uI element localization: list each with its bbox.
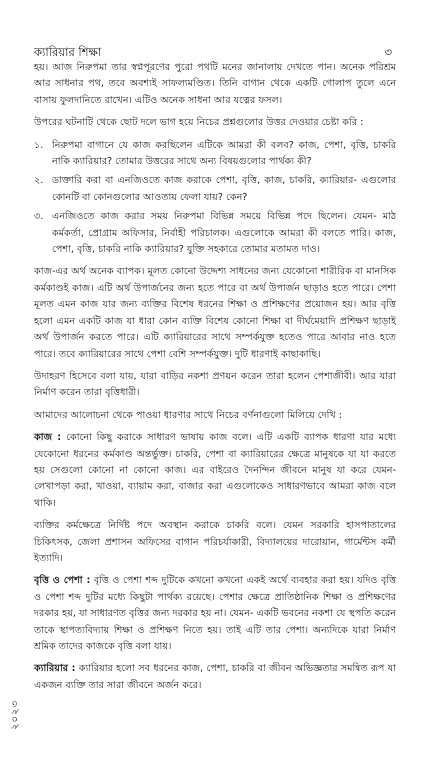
definition-text: বৃত্তি ও পেশা শব্দ দুটিকে কখনো কখনো একই অর্থে ব্যবহার করা হয়। যদিও বৃত্তি ও পেশা শব্দ দুটির মধ্যে কিছুটা পার্থক্য রয়েছে। পেশার ক্ষেত্রে প্রাতিষ্ঠানিক শিক্ষা ও প্রশিক্ষণের দরকার হয়, যা সাধারণত বৃত্তির জন্য দরকার হয় না। যেমন- একটি ভবনের নকশা যে স্থপতি করেন তাকে স্থাপত্যবিদ্যায় শিক্ষা ও প্রশিক্ষণ নিতে হয়। তাই এটি তার পেশা। অন্যদিকে যারা নির্মাণ শ্রমিক তাদের কাজকে বৃত্তি বলা যায়। xyxy=(34,575,396,652)
definition-text: কোনো কিছু করাকে সাধারণ ভাষায় কাজ বলে। এটি একটি ব্যাপক ধারণা যার মধ্যে যেকোনো ধরনের কর্মকাণ্ড অন্তর্ভুক্ত। চাকরি, পেশা বা ক্যারিয়ারের ক্ষেত্রে মানুষকে যা যা করতে হয় সেগুলো কোনো না কোনো কাজ। এর বাইরেও দৈনন্দিন জীবনে মানুষ যা করে যেমন- লেখাপড়া করা, খাওয়া, ব্যায়াম করা, বাজার করা এগুলোকেও সাধারণভাবে আমরা কাজ বলে থাকি। xyxy=(34,432,396,509)
definition-work xyxy=(34,430,396,512)
paragraph: কাজ-এর অর্থ অনেক ব্যাপক। মূলত কোনো উদ্দেশ্য সাধনের জন্য যেকোনো শারীরিক বা মানসিক কর্মকাণ্ডই কাজ। এটি অর্থ উপার্জনের জন্য হতে পারে বা অর্থ উপার্জন ছাড়াও হতে পারে। পেশা মূলত এমন কাজ যার জন্য ব্যক্তির বিশেষ ধরনের শিক্ষা ও প্রশিক্ষণের প্রয়োজন হয়। আর বৃত্তি হলো এমন একটি কাজ যা ধারা কোন ব্যক্তি বিশেষ কোনো শিক্ষা বা দীর্ঘমেয়াদি প্রশিক্ষণ ছাড়াই অর্থ উপার্জন করতে পারে। এটি ক্যারিয়ারের সাথে সম্পর্কযুক্ত হতেও পারে আবার নাও হতে পারে। তবে ক্যারিয়ারের সাথে পেশা বেশি সম্পর্কযুক্ত। দুটি ধারণাই কাছাকাছি। xyxy=(34,266,396,360)
page-number: ৩ xyxy=(384,45,392,59)
paragraph: ব্যক্তির কর্মক্ষেত্রে নির্দিষ্ট পদে অবস্থান করাকে চাকরি বলে। যেমন সরকারি হাসপাতালের চিকিৎসক, জেলা প্রশাসন অফিসের বাগান পরিচর্যাকারী, বিদ্যালয়ের দারোয়ান, গার্মেন্টস কর্মী ইত্যাদি। xyxy=(34,520,396,564)
question-text: নিরুপমা বাগানে যে কাজ করছিলেন এটিকে আমরা কী বলব? কাজ, পেশা, বৃত্তি, চাকরি নাকি ক্যারিয়ার? তোমার উত্তরের সাথে অন্য বিষয়গুলোর পার্থক্য কী? xyxy=(52,139,396,168)
definition-career xyxy=(34,661,396,694)
paragraph: আমাদের আলোচনা থেকে পাওয়া ধারণার সাথে নিচের বর্ণনাগুলো মিলিয়ে দেখি : xyxy=(34,409,342,421)
paragraph: হয়। আজ নিরুপমা তার স্বপ্নপূরণের পুরো পথটি মনের জানালায় দেখতে পান। অনেক পরিশ্রম আর সাধনার পথ, তবে অবশ্যই সাফল্যমণ্ডিত। তিনি বাগান থেকে একটি গোলাপ তুলে এনে বাসায় ফুলদানিতে রাখেন। এটিও অনেক সাধনা আর যত্নের ফসল। xyxy=(34,62,396,106)
term-label: ক্যারিয়ার : xyxy=(34,663,76,675)
page-body xyxy=(34,60,396,700)
question-item xyxy=(34,173,396,206)
side-year-text: ২০২৩ xyxy=(10,700,21,731)
book-title: ক্যারিয়ার শিক্ষা xyxy=(34,45,102,59)
term-label: কাজ : xyxy=(34,432,62,444)
question-text: ডাক্তারি করা বা এনজিওতে কাজ করাকে পেশা, বৃত্তি, কাজ, চাকরি, ক্যারিয়ার- এগুলোর কোনটি বা কোনগুলোর আওতায় ফেলা যায়? কেন? xyxy=(52,175,396,203)
question-number: ৩. xyxy=(34,211,44,223)
question-text: এনজিওতে কাজ করার সময় নিরুপমা বিভিন্ন সময়ে বিভিন্ন পদে ছিলেন। যেমন- মাঠ কর্মকর্তা, প্রোগ্রাম অফিসার, নির্বাহী পরিচালক। এগুলোকে আমরা কী বলতে পারি। কাজ, পেশা, বৃত্তি, চাকরি নাকি ক্যারিয়ার? যুক্তি সহকারে তোমার মতামত দাও। xyxy=(52,211,396,256)
question-item xyxy=(34,138,396,171)
definition-text: ক্যারিয়ার হলো সব ধরনের কাজ, পেশা, চাকরি বা জীবন অভিজ্ঞতার সমন্বিত রূপ যা একজন ব্যক্তি তার সারা জীবনে অর্জন করে। xyxy=(34,663,396,691)
definition-vocation xyxy=(34,573,396,655)
paragraph: উদাহরণ হিসেবে বলা যায়, যারা বাড়ির নকশা প্রণয়ন করেন তারা হলেন পেশাজীবী। আর যারা নির্মাণ করেন তারা বৃত্তিধারী। xyxy=(34,370,396,399)
question-list xyxy=(34,138,396,259)
question-number: ১. xyxy=(34,139,44,151)
question-number: ২. xyxy=(34,175,44,187)
paragraph: উপরের ঘটনাটি থেকে ছোট দলে ভাগ হয়ে নিচের প্রশ্নগুলোর উত্তর দেওয়ার চেষ্টা করি : xyxy=(34,117,364,129)
question-item xyxy=(34,209,396,258)
term-label: বৃত্তি ও পেশা : xyxy=(34,575,91,587)
